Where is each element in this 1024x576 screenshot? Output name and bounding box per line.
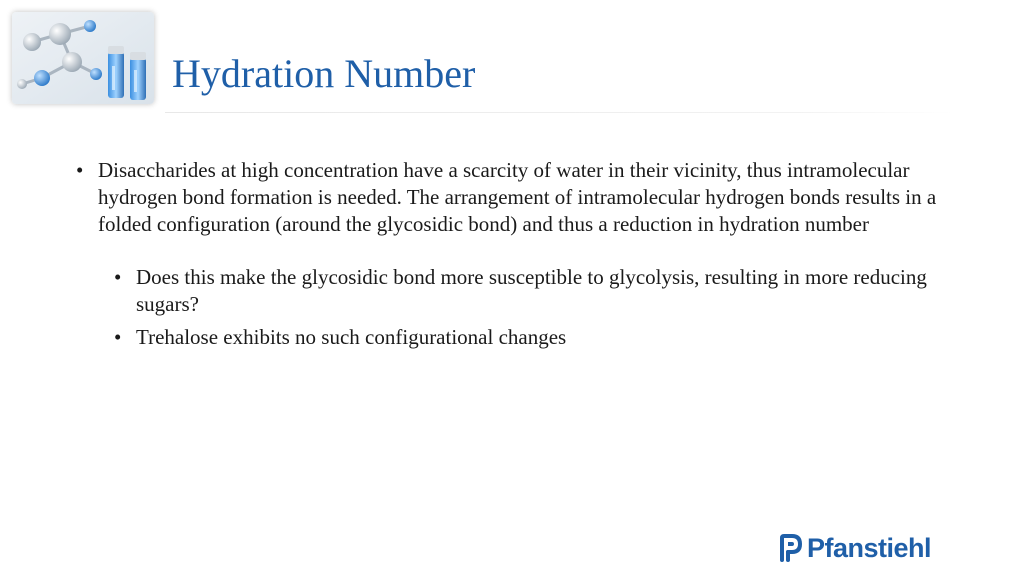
- sub-bullet-item: [114, 264, 966, 318]
- logo-text: Pfanstiehl: [807, 533, 932, 563]
- title-divider: [165, 112, 953, 113]
- logo-mark-icon: [779, 534, 803, 562]
- bullet-item: [76, 157, 966, 238]
- sub-bullet-text: Trehalose exhibits no such configurational changes: [136, 325, 567, 349]
- slide-body: [76, 157, 966, 357]
- molecule-vials-image: [12, 12, 154, 104]
- page-title: Hydration Number: [172, 51, 476, 96]
- sub-bullet-item: [114, 324, 966, 351]
- bullet-dot-icon: •: [114, 325, 122, 349]
- bullet-dot-icon: •: [76, 158, 84, 182]
- sub-bullet-text: Does this make the glycosidic bond more susceptible to glycolysis, resulting in more reducing sugars?: [136, 265, 927, 316]
- pfanstiehl-logo: [779, 533, 931, 563]
- bullet-text: Disaccharides at high concentration have a scarcity of water in their vicinity, thus intramolecular hydrogen bond formation is needed. The arrangement of intramolecular hydrogen bonds results in a folded configuration (around the glycosidic bond) and thus a reduction in hydration number: [98, 158, 937, 236]
- bullet-dot-icon: •: [114, 265, 122, 289]
- sub-bullet-list: [76, 264, 966, 351]
